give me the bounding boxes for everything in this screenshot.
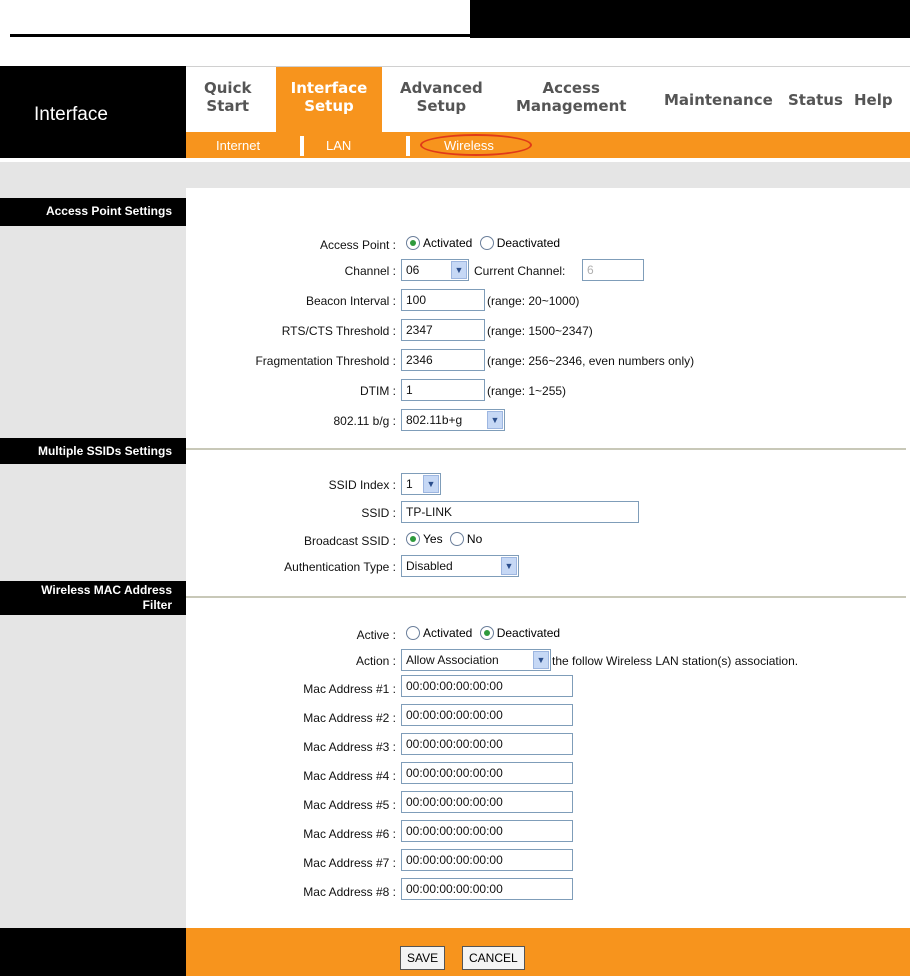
header (0, 66, 910, 158)
radio-unchecked-icon[interactable] (480, 236, 494, 250)
beacon-interval-label: Beacon Interval : (305, 294, 396, 308)
brand-block (0, 66, 186, 158)
ssid-label: SSID : (361, 506, 396, 520)
subtab-wireless[interactable]: Wireless (444, 138, 494, 153)
tab-label: Advanced (400, 79, 483, 97)
mac-address-label: Mac Address #7 : (303, 856, 396, 870)
mac-filter-activated-option[interactable] (406, 626, 472, 640)
access-point-label: Access Point : (319, 238, 396, 252)
rts-threshold-label: RTS/CTS Threshold : (281, 324, 396, 338)
radio-label: No (466, 532, 483, 546)
mac-address-input[interactable]: 00:00:00:00:00:00 (401, 704, 573, 726)
mac-filter-active-label: Active : (356, 628, 396, 642)
chevron-down-icon[interactable]: ▼ (487, 411, 503, 429)
cancel-button[interactable]: CANCEL (462, 946, 525, 970)
mac-filter-action-select[interactable] (401, 649, 551, 671)
tab-advanced-setup[interactable] (400, 79, 483, 115)
ssid-index-label: SSID Index : (328, 478, 396, 492)
tab-label: Quick (204, 79, 252, 97)
rts-range-hint: (range: 1500~2347) (487, 324, 593, 338)
radio-label: Activated (423, 236, 473, 250)
radio-label: Activated (423, 626, 473, 640)
mac-address-label: Mac Address #4 : (303, 769, 396, 783)
mac-address-label: Mac Address #5 : (303, 798, 396, 812)
radio-checked-icon[interactable] (480, 626, 494, 640)
mac-filter-action-label: Action : (355, 654, 396, 668)
page-title: Interface (34, 104, 108, 125)
subtab-divider (300, 136, 304, 156)
mac-address-input[interactable]: 00:00:00:00:00:00 (401, 849, 573, 871)
section-access-point: Access Point Settings (0, 198, 186, 226)
select-value: 802.11b+g (406, 413, 463, 427)
radio-label: Yes (423, 532, 443, 546)
current-channel-field: 6 (582, 259, 644, 281)
header-spacer-bar (0, 162, 910, 188)
radio-unchecked-icon[interactable] (406, 626, 420, 640)
footer-bar (0, 928, 910, 976)
fragmentation-range-hint: (range: 256~2346, even numbers only) (487, 354, 695, 368)
select-value: Allow Association (406, 653, 499, 667)
footer-left-block (0, 928, 186, 976)
section-title-line: Wireless MAC Address (41, 583, 172, 597)
left-column (0, 188, 186, 928)
tab-maintenance[interactable] (664, 91, 773, 109)
chevron-down-icon[interactable]: ▼ (501, 557, 517, 575)
authentication-type-label: Authentication Type : (284, 560, 396, 574)
select-value: Disabled (406, 559, 453, 573)
beacon-range-hint: (range: 20~1000) (487, 294, 580, 308)
mac-address-input[interactable]: 00:00:00:00:00:00 (401, 878, 573, 900)
access-point-radio-group (406, 236, 564, 250)
wireless-mode-label: 802.11 b/g : (333, 414, 396, 428)
tab-status[interactable] (788, 91, 843, 109)
tab-label: Interface (290, 79, 368, 97)
channel-select[interactable] (401, 259, 469, 281)
channel-label: Channel : (344, 264, 396, 278)
tab-quick-start[interactable] (204, 79, 251, 115)
section-title-line: Filter (142, 598, 172, 612)
subtab-lan[interactable]: LAN (326, 138, 352, 153)
select-value: 1 (406, 477, 413, 491)
rts-threshold-input[interactable]: 2347 (401, 319, 485, 341)
chevron-down-icon[interactable]: ▼ (451, 261, 467, 279)
tab-help[interactable] (854, 91, 893, 109)
broadcast-no-option[interactable] (450, 532, 482, 546)
radio-checked-icon[interactable] (406, 236, 420, 250)
tab-label: Help (854, 91, 893, 109)
footer-action-bar (186, 928, 910, 976)
mac-address-label: Mac Address #8 : (303, 885, 396, 899)
fragmentation-threshold-label: Fragmentation Threshold : (255, 354, 396, 368)
radio-label: Deactivated (496, 236, 561, 250)
tab-label: Setup (416, 97, 467, 115)
mac-filter-active-radio-group (406, 626, 564, 640)
main-tabs (186, 66, 910, 132)
top-rule (10, 34, 470, 37)
broadcast-ssid-radio-group (406, 532, 486, 546)
tab-label: Management (516, 97, 627, 115)
chevron-down-icon[interactable]: ▼ (533, 651, 549, 669)
mac-address-label: Mac Address #2 : (303, 711, 396, 725)
mac-address-input[interactable]: 00:00:00:00:00:00 (401, 791, 573, 813)
dtim-range-hint: (range: 1~255) (487, 384, 567, 398)
tab-access-management[interactable] (516, 79, 626, 115)
radio-label: Deactivated (496, 626, 561, 640)
ssid-input[interactable]: TP-LINK (401, 501, 639, 523)
top-black-bar (470, 0, 910, 38)
tab-label: Maintenance (664, 91, 773, 109)
mac-address-input[interactable]: 00:00:00:00:00:00 (401, 675, 573, 697)
tab-interface-setup[interactable] (276, 67, 382, 133)
radio-unchecked-icon[interactable] (450, 532, 464, 546)
broadcast-ssid-label: Broadcast SSID : (303, 534, 396, 548)
tab-label: Start (206, 97, 250, 115)
sub-tabs (186, 132, 910, 158)
dtim-label: DTIM : (360, 384, 396, 398)
current-channel-label: Current Channel: (474, 264, 566, 278)
mac-address-input[interactable]: 00:00:00:00:00:00 (401, 733, 573, 755)
mac-address-label: Mac Address #1 : (303, 682, 396, 696)
section-divider (186, 596, 906, 598)
mac-address-input[interactable]: 00:00:00:00:00:00 (401, 820, 573, 842)
tab-label: Setup (304, 97, 354, 115)
fragmentation-threshold-input[interactable]: 2346 (401, 349, 485, 371)
ssid-index-select[interactable] (401, 473, 441, 495)
select-value: 06 (406, 263, 420, 277)
mac-address-label: Mac Address #6 : (303, 827, 396, 841)
section-divider (186, 448, 906, 450)
broadcast-yes-option[interactable] (406, 532, 443, 546)
save-button[interactable]: SAVE (400, 946, 445, 970)
subtab-internet[interactable]: Internet (216, 138, 261, 153)
access-point-deactivated-option[interactable] (480, 236, 560, 250)
radio-checked-icon[interactable] (406, 532, 420, 546)
beacon-interval-input[interactable]: 100 (401, 289, 485, 311)
tab-label: Status (788, 91, 843, 109)
section-mac-filter (0, 581, 186, 615)
dtim-input[interactable]: 1 (401, 379, 485, 401)
mac-address-input[interactable]: 00:00:00:00:00:00 (401, 762, 573, 784)
chevron-down-icon[interactable]: ▼ (423, 475, 439, 493)
tab-label: Access (542, 79, 600, 97)
mac-filter-action-suffix: the follow Wireless LAN station(s) association. (552, 654, 799, 668)
access-point-activated-option[interactable] (406, 236, 472, 250)
authentication-type-select[interactable] (401, 555, 519, 577)
section-multiple-ssids: Multiple SSIDs Settings (0, 438, 186, 464)
mac-filter-deactivated-option[interactable] (480, 626, 560, 640)
mac-address-label: Mac Address #3 : (303, 740, 396, 754)
wireless-mode-select[interactable] (401, 409, 505, 431)
subtab-divider (406, 136, 410, 156)
